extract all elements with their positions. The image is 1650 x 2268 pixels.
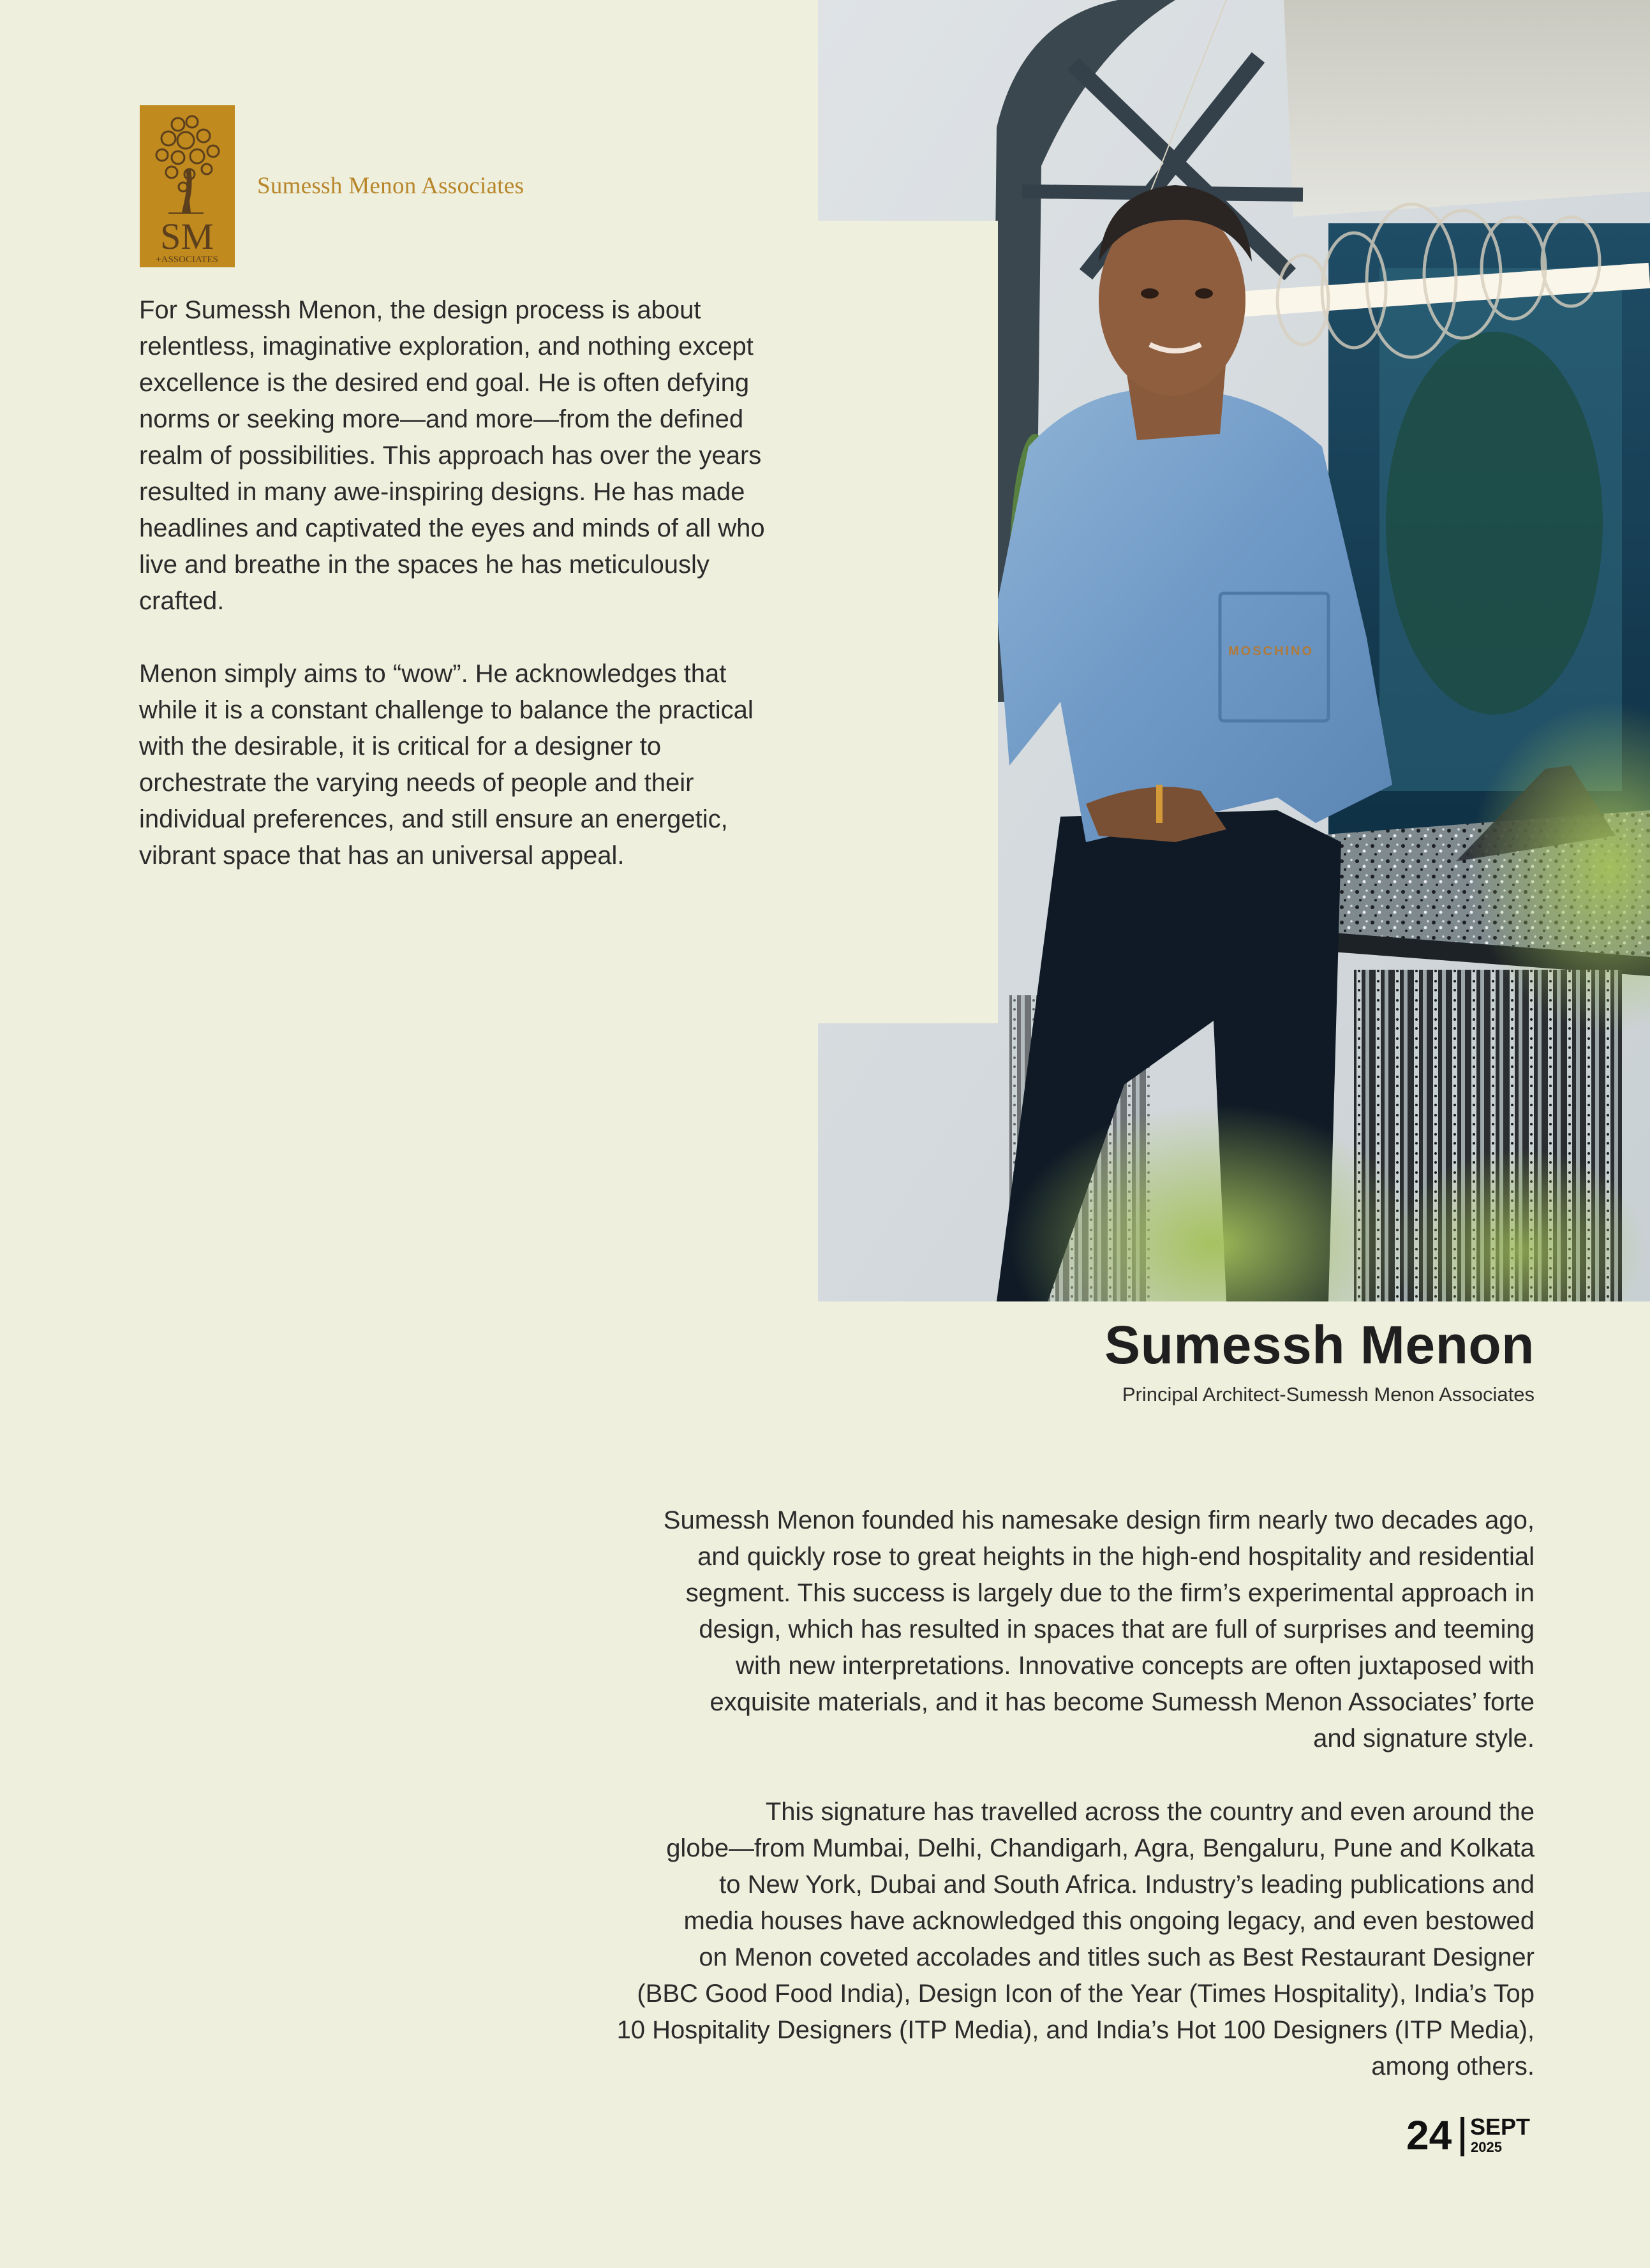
text-line: excellence is the desired end goal. He is often defying (139, 369, 750, 397)
text-line: Menon simply aims to “wow”. He acknowledges that (139, 660, 727, 688)
text-line: and signature style. (1313, 1724, 1535, 1753)
page-folio (1404, 2110, 1544, 2161)
text-line: resulted in many awe-inspiring designs. He has made (139, 478, 745, 506)
text-line: on Menon coveted accolades and titles such as Best Restaurant Designer (699, 1943, 1535, 1971)
logo-monogram: SM (160, 216, 214, 257)
text-line: among others. (1371, 2052, 1535, 2080)
logo-tagline: +ASSOCIATES (156, 255, 218, 265)
text-line: with new interpretations. Innovative concepts are often juxtaposed with (736, 1652, 1535, 1680)
text-line: For Sumessh Menon, the design process is about (139, 296, 701, 324)
text-line: (BBC Good Food India), Design Icon of the Year (Times Hospitality), India’s Top (637, 1980, 1535, 2008)
text-panel-overlay (818, 221, 998, 1023)
intro-paragraph-2 (139, 656, 754, 874)
text-line: vibrant space that has an universal appeal. (139, 841, 625, 870)
text-line: with the desirable, it is critical for a designer to (139, 732, 662, 760)
profile-role: Principal Architect-Sumessh Menon Associates (1122, 1383, 1535, 1405)
intro-paragraph-1 (139, 292, 765, 619)
bio-paragraph-1 (664, 1502, 1535, 1757)
text-line: orchestrate the varying needs of people and their (139, 769, 694, 797)
company-name: Sumessh Menon Associates (257, 173, 524, 199)
tree-icon (140, 105, 235, 267)
issue-month: SEPT (1470, 2114, 1531, 2140)
text-line: headlines and captivated the eyes and minds of all who (139, 514, 765, 542)
text-line: and quickly rose to great heights in the high-end hospitality and residential (697, 1543, 1535, 1571)
text-line: This signature has travelled across the country and even around the (765, 1798, 1535, 1826)
text-line: to New York, Dubai and South Africa. Industry’s leading publications and (719, 1871, 1535, 1899)
text-line: 10 Hospitality Designers (ITP Media), and India’s Hot 100 Designers (ITP Media), (616, 2016, 1535, 2044)
text-line: while it is a constant challenge to balance the practical (139, 696, 754, 724)
text-line: design, which has resulted in spaces that are full of surprises and teeming (699, 1615, 1535, 1643)
text-line: globe—from Mumbai, Delhi, Chandigarh, Agra, Bengaluru, Pune and Kolkata (666, 1834, 1535, 1862)
text-line: Sumessh Menon founded his namesake design firm nearly two decades ago, (663, 1506, 1535, 1534)
profile-name: Sumessh Menon (1104, 1315, 1535, 1375)
bio-paragraph-2 (617, 1794, 1535, 2085)
text-line: norms or seeking more—and more—from the defined (139, 405, 744, 433)
text-line: exquisite materials, and it has become Sumessh Menon Associates’ forte (710, 1688, 1535, 1716)
text-line: realm of possibilities. This approach has over the years (139, 441, 762, 470)
text-line: segment. This success is largely due to the firm’s experimental approach in (685, 1579, 1535, 1607)
text-line: crafted. (139, 587, 225, 615)
text-line: individual preferences, and still ensure an energetic, (139, 805, 728, 833)
company-logo (140, 105, 235, 267)
issue-year: 2025 (1471, 2139, 1502, 2155)
folio-divider (1460, 2117, 1464, 2156)
page-number: 24 (1406, 2112, 1452, 2158)
shirt-logo-text: MOSCHINO (1228, 644, 1314, 658)
text-line: media houses have acknowledged this ongoing legacy, and even bestowed (683, 1907, 1535, 1935)
text-line: live and breathe in the spaces he has meticulously (139, 551, 710, 579)
text-line: relentless, imaginative exploration, and nothing except (139, 332, 754, 360)
